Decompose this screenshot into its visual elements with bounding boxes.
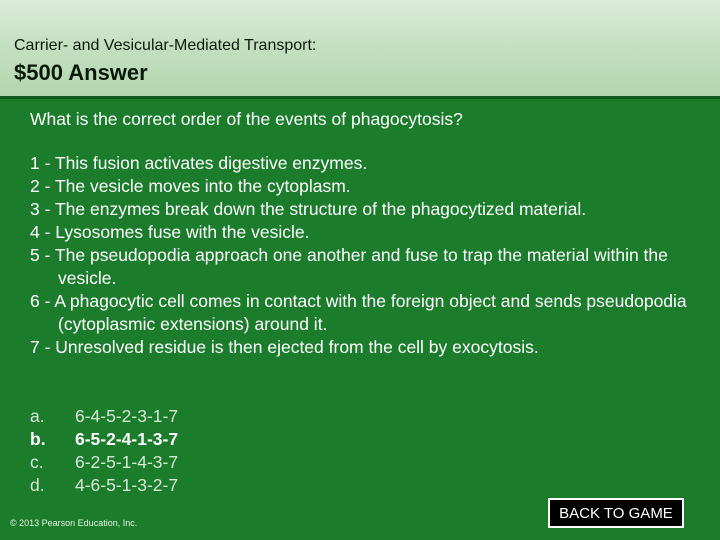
answer-value: 4-6-5-1-3-2-7 (75, 475, 179, 495)
back-to-game-button[interactable]: BACK TO GAME (548, 498, 684, 528)
event-item: 5 - The pseudopodia approach one another and fuse to trap the material within the vesicle. (30, 245, 668, 288)
event-item: 7 - Unresolved residue is then ejected from the cell by exocytosis. (30, 337, 539, 357)
answer-choices (30, 405, 178, 497)
answer-choice-b-correct (30, 428, 178, 451)
answer-value: 6-2-5-1-4-3-7 (75, 452, 179, 472)
event-item: 2 - The vesicle moves into the cytoplasm. (30, 176, 351, 196)
answer-choice-d (30, 474, 178, 497)
slide-header (0, 0, 720, 99)
slide-content (0, 99, 720, 540)
event-item: 3 - The enzymes break down the structure of the phagocytized material. (30, 199, 587, 219)
slide-title: $500 Answer (14, 60, 148, 85)
answer-letter: b. (30, 429, 46, 449)
event-item: 1 - This fusion activates digestive enzymes. (30, 153, 368, 173)
slide-subtitle: Carrier- and Vesicular-Mediated Transport: (14, 37, 317, 54)
answer-letter: c. (30, 452, 44, 472)
event-item: 4 - Lysosomes fuse with the vesicle. (30, 222, 310, 242)
event-item: 6 - A phagocytic cell comes in contact with the foreign object and sends pseudopodia (cytoplasmic extensions) around it. (30, 291, 687, 334)
question-text: What is the correct order of the events of phagocytosis? (30, 109, 463, 129)
events-list (30, 152, 690, 359)
answer-value: 6-5-2-4-1-3-7 (75, 429, 179, 449)
answer-value: 6-4-5-2-3-1-7 (75, 406, 179, 426)
answer-letter: a. (30, 406, 45, 426)
copyright-text: © 2013 Pearson Education, Inc. (10, 518, 138, 528)
answer-choice-c (30, 451, 178, 474)
answer-letter: d. (30, 475, 45, 495)
answer-choice-a (30, 405, 178, 428)
